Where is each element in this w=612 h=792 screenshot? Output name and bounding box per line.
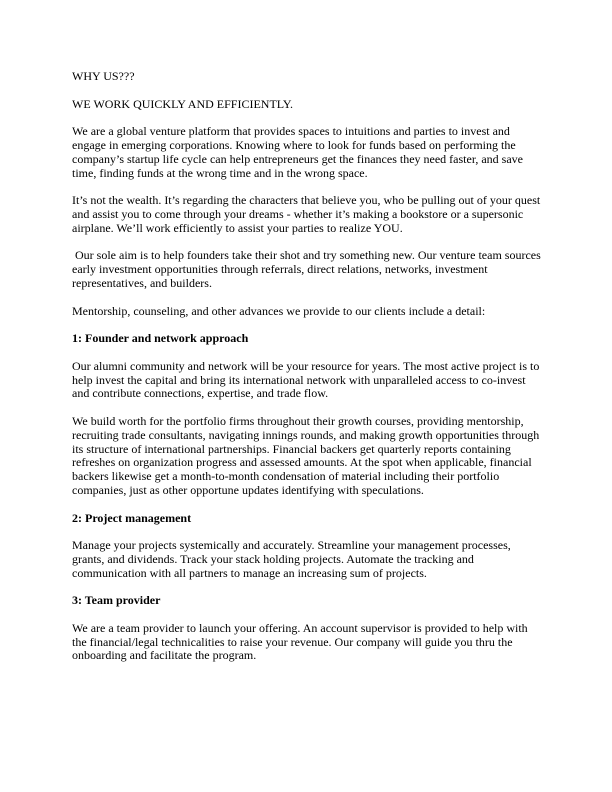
section-1-paragraph-1: Our alumni community and network will be your resource for years. The most active project is to help invest the capital and bring its international network with unparalleled access to co-invest and contribute connections, expertise, and trade flow.	[72, 358, 540, 401]
section-heading-founder-network: 1: Founder and network approach	[72, 331, 249, 346]
document-title: WHY US???	[72, 69, 135, 83]
intro-paragraph-4: Mentorship, counseling, and other advances we provide to our clients include a detail:	[72, 303, 486, 318]
document-page	[72, 70, 544, 677]
section-heading-team-provider: 3: Team provider	[72, 593, 161, 608]
section-heading-project-management: 2: Project management	[72, 510, 192, 525]
intro-paragraph-1: We are a global venture platform that provides spaces to intuitions and parties to invest and engage in emerging corporations. Knowing where to look for funds based on performing the company’s startup life cycle can help entrepreneurs get the finances they need faster, and save time, finding funds at the wrong time and in the wrong space.	[72, 124, 523, 180]
section-2-paragraph-1: Manage your projects systemically and accurately. Streamline your management processes, grants, and dividends. Track your stack holding projects. Automate the tracking and communication with all partners to manage an increasing sum of projects.	[72, 538, 511, 580]
intro-paragraph-3: Our sole aim is to help founders take their shot and try something new. Our venture team sources early investment opportunities through referrals, direct relations, networks, investment representatives, and builders.	[72, 248, 544, 290]
section-3-paragraph-1: We are a team provider to launch your offering. An account supervisor is provided to help with the financial/legal technicalities to raise your revenue. Our company will guide you thru the onboarding and facilitate the program.	[72, 620, 528, 663]
section-1-paragraph-2: We build worth for the portfolio firms throughout their growth courses, providing mentorship, recruiting trade consultants, navigating innings rounds, and making growth opportunities through its structure of international partnerships. Financial backers get quarterly reports containing refreshes on organization progress and assessed amounts. At the spot when applicable, financial backers likewise get a month-to-month condensation of material including their portfolio companies, just as other opportune updates identifying with speculations.	[72, 413, 540, 497]
document-subtitle: WE WORK QUICKLY AND EFFICIENTLY.	[72, 96, 294, 111]
intro-paragraph-2: It’s not the wealth. It’s regarding the characters that believe you, who be pulling out of your quest and assist you to come through your dreams - whether it’s making a bookstore or a supersonic airplane. We’ll work efficiently to assist your parties to realize YOU.	[72, 193, 541, 235]
